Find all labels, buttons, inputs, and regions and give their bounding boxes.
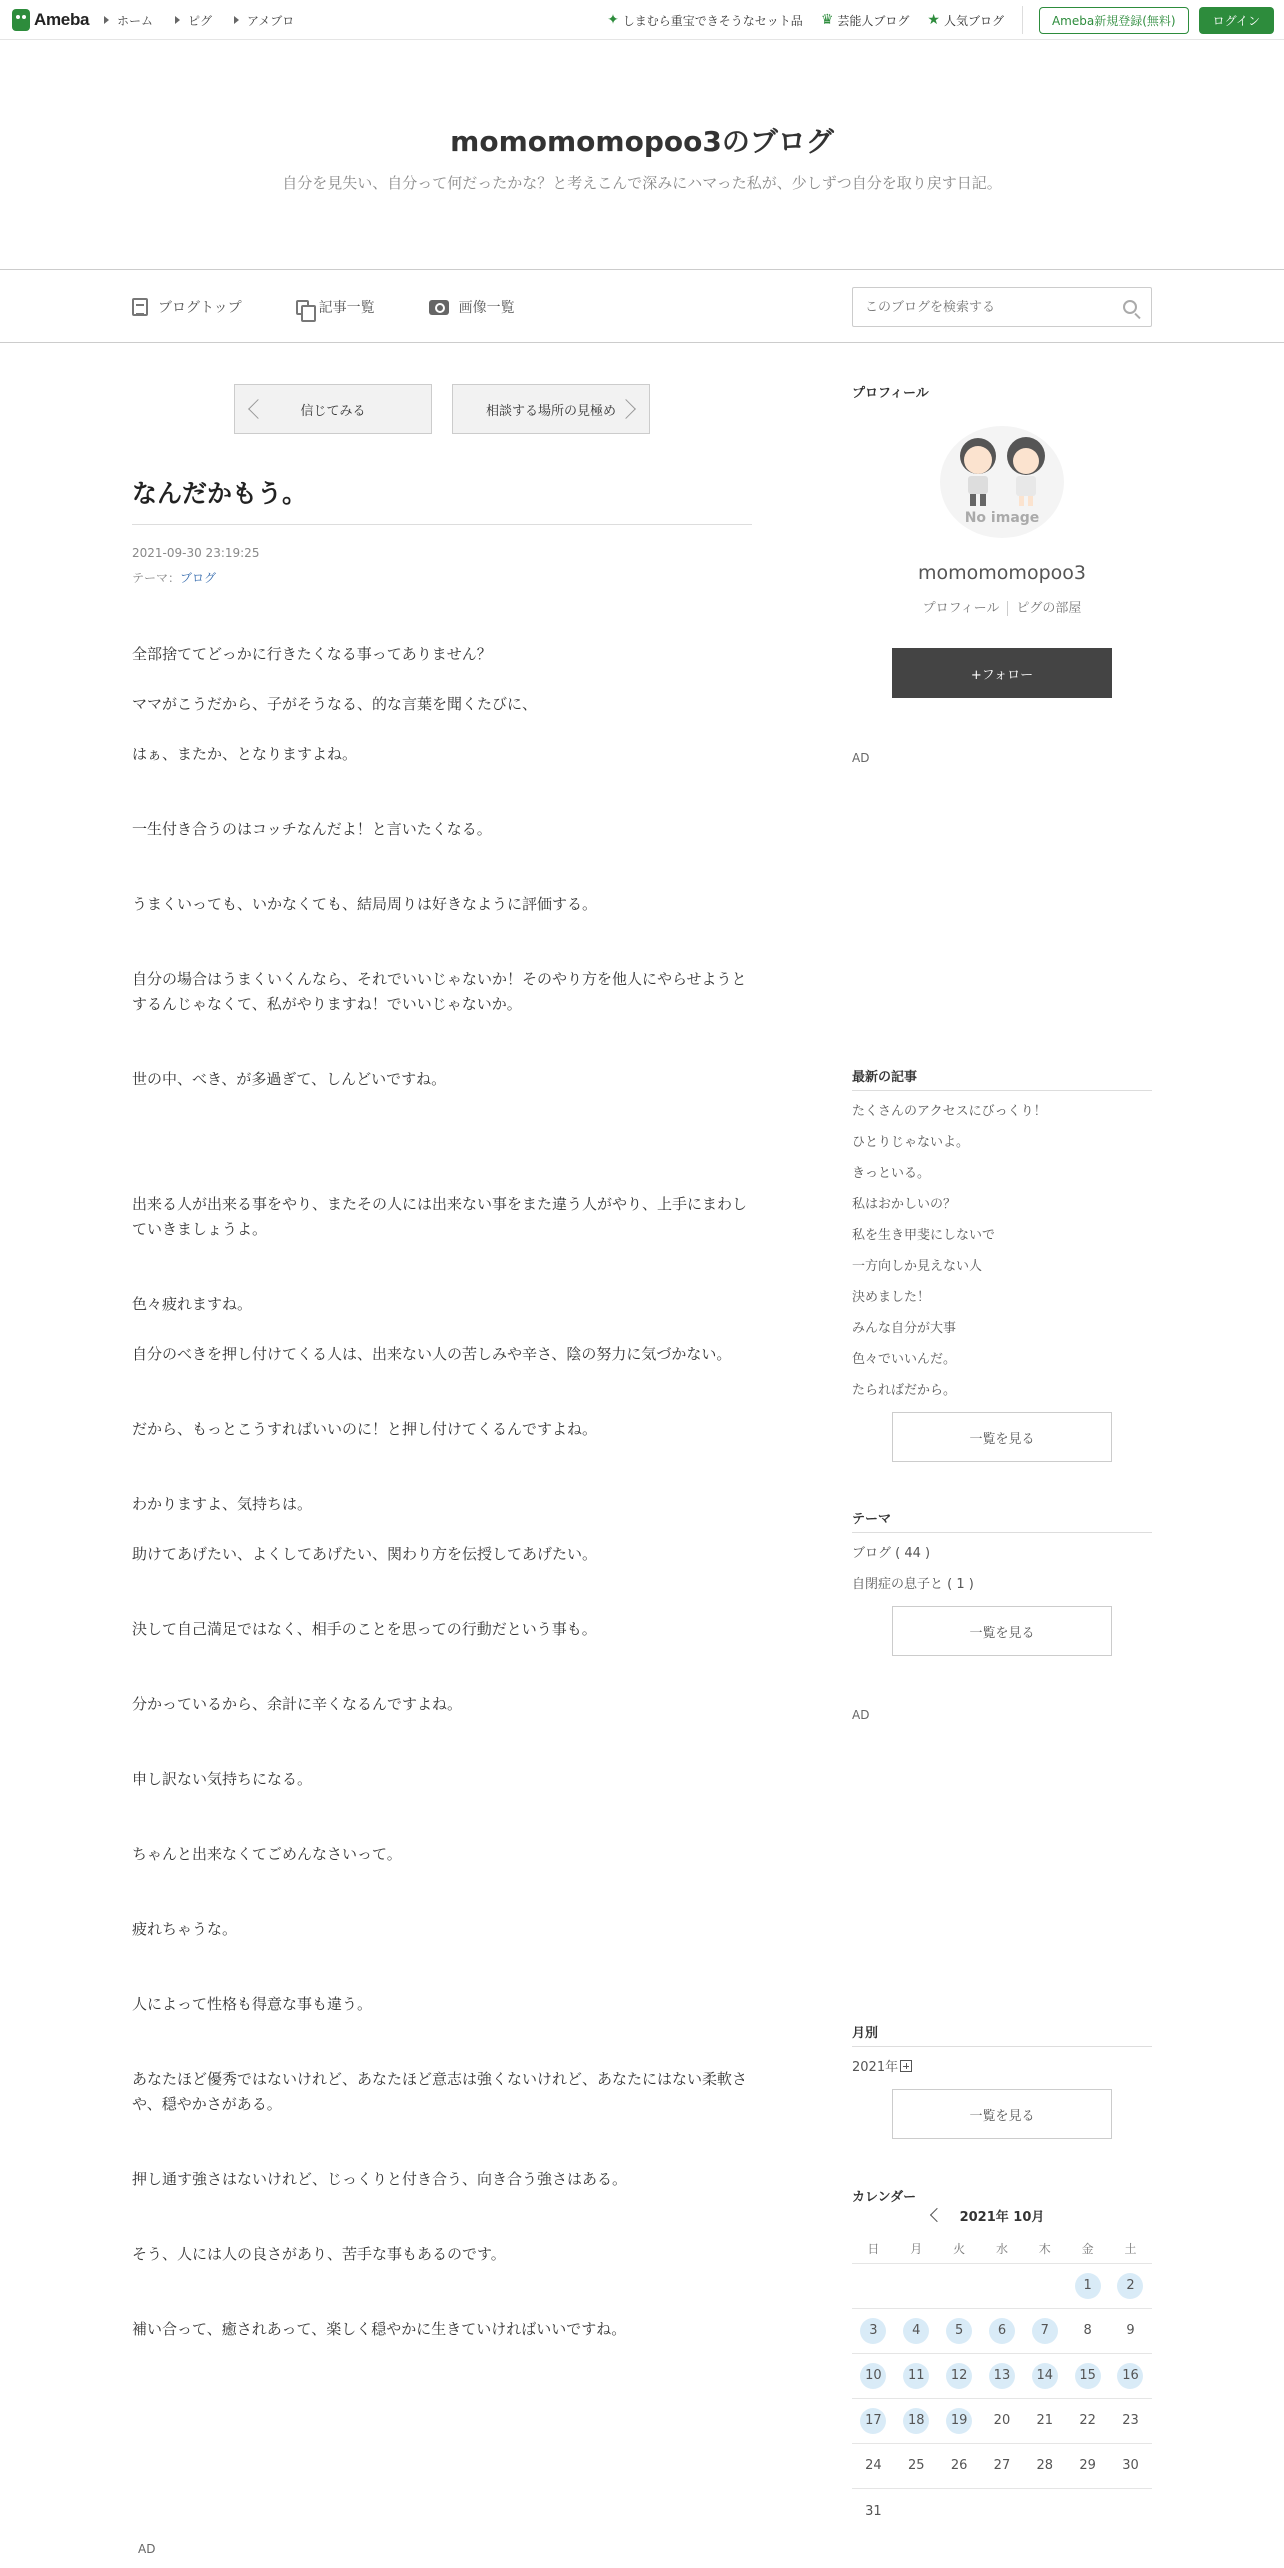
entry-paragraph: 自分の場合はうまくいくんなら、それでいいじゃないか！そのやり方を他人にやらせようとするんじゃなくて、私がやりますね！でいいじゃないか。	[132, 970, 747, 1013]
entry-paragraph: 出来る人が出来る事をやり、またその人には出来ない事をまた違う人がやり、上手にまわしていきましょうよ。	[132, 1195, 748, 1238]
recent-heading: 最新の記事	[852, 1070, 918, 1085]
calendar-day: 25	[907, 2458, 925, 2473]
ad-label: AD	[138, 2542, 156, 2556]
entry-paragraph: わかりますよ、気持ちは。	[132, 1495, 313, 1513]
divider	[1022, 6, 1023, 34]
calendar-day: 29	[1079, 2458, 1096, 2473]
entry-pager	[234, 384, 650, 434]
chevron-left-icon	[248, 399, 268, 419]
prev-entry-label: 信じてみる	[300, 403, 366, 419]
calendar-cell	[1023, 2408, 1066, 2434]
promo-link[interactable]	[607, 12, 803, 29]
calendar-day[interactable]: 14	[1032, 2363, 1058, 2389]
profile-link[interactable]: プロフィール	[922, 601, 1000, 616]
calendar-day[interactable]: 1	[1075, 2273, 1101, 2299]
calendar-day: 20	[993, 2413, 1011, 2428]
copy-icon	[296, 300, 309, 315]
calendar-cell	[852, 2408, 895, 2434]
calendar-week-row	[852, 2264, 1152, 2309]
calendar-day: 28	[1036, 2458, 1054, 2473]
ameba-logo-text: Ameba	[34, 10, 90, 29]
prev-entry-button[interactable]	[234, 384, 432, 434]
calendar-cell	[852, 2318, 895, 2344]
calendar-cell	[852, 2453, 895, 2479]
divider	[852, 1090, 1152, 1091]
nav-image-list[interactable]	[429, 297, 515, 317]
calendar-day[interactable]: 12	[946, 2363, 972, 2389]
celebrity-blog-link[interactable]	[821, 12, 910, 29]
calendar-cell	[895, 2408, 938, 2434]
calendar-day: 26	[950, 2458, 968, 2473]
calendar-cell	[938, 2363, 981, 2389]
global-nav	[104, 0, 294, 40]
calendar-day[interactable]: 10	[860, 2363, 886, 2389]
recent-entry-link[interactable]: たらればだから。	[852, 1383, 957, 1398]
entry-paragraph: 助けてあげたい、よくしてあげたい、関わり方を伝授してあげたい。	[132, 1545, 598, 1563]
recent-entry-link[interactable]: たくさんのアクセスにびっくり！	[852, 1104, 1047, 1119]
calendar-cell	[938, 2318, 981, 2344]
calendar-cell	[895, 2318, 938, 2344]
recent-entry-link[interactable]: ひとりじゃないよ。	[852, 1135, 970, 1150]
calendar-cell	[895, 2363, 938, 2389]
chevron-right-icon	[616, 399, 636, 419]
expand-icon	[900, 2060, 912, 2072]
monthly-more-button[interactable]: 一覧を見る	[892, 2089, 1112, 2139]
ameba-logo[interactable]	[12, 8, 89, 32]
entry-paragraph: 補い合って、癒されあって、楽しく穏やかに生きていければいいですね。	[132, 2320, 627, 2338]
theme-link[interactable]: ブログ ( 44 )	[852, 1546, 931, 1561]
entry-paragraph: そう、人には人の良さがあり、苦手な事もあるのです。	[132, 2245, 506, 2263]
calendar-cell	[1109, 2408, 1152, 2434]
global-header	[0, 0, 1284, 40]
calendar-cell	[1066, 2318, 1109, 2344]
calendar-month: 2021年 10月	[959, 2210, 1045, 2225]
calendar-day: 21	[1036, 2413, 1054, 2428]
blog-header	[0, 40, 1284, 270]
entry-paragraph: 色々疲れますね。	[132, 1295, 253, 1313]
blog-search	[852, 287, 1152, 327]
ameba-logo-icon	[12, 9, 30, 31]
blog-description: 自分を見失い、自分って何だったかな？と考えこんで深みにハマった私が、少しずつ自分を取り戻す日記。	[282, 174, 1002, 192]
calendar-cell	[981, 2408, 1024, 2434]
calendar-day[interactable]: 17	[860, 2408, 886, 2434]
divider	[852, 1532, 1152, 1533]
theme-heading: テーマ	[852, 1512, 892, 1527]
calendar-week-row	[852, 2309, 1152, 2354]
calendar-cell	[852, 2499, 895, 2525]
entry-paragraph: 一生付き合うのはコッチなんだよ！と言いたくなる。	[132, 820, 492, 838]
calendar-cell	[895, 2453, 938, 2479]
next-entry-button[interactable]	[452, 384, 650, 434]
celebrity-blog-label: 芸能人ブログ	[837, 13, 910, 28]
calendar-cell	[1109, 2273, 1152, 2299]
ad-label: AD	[852, 1708, 870, 1722]
calendar-week-row	[852, 2354, 1152, 2399]
calendar-day[interactable]: 7	[1032, 2318, 1058, 2344]
entry-paragraph: ちゃんと出来なくてごめんなさいって。	[132, 1845, 402, 1863]
calendar-day: 8	[1083, 2323, 1092, 2338]
calendar-cell	[938, 2408, 981, 2434]
nav-blog-top-label: ブログトップ	[158, 300, 242, 316]
login-button[interactable]: ログイン	[1199, 7, 1274, 34]
camera-icon	[429, 300, 449, 315]
search-input[interactable]	[853, 288, 1103, 326]
calendar-day[interactable]: 2	[1117, 2273, 1143, 2299]
calendar-weekday: 金	[1081, 2242, 1094, 2256]
calendar-day: 23	[1122, 2413, 1139, 2428]
entry-paragraph: 人によって性格も得意な事も違う。	[132, 1995, 373, 2013]
entry-paragraph: だから、もっとこうすればいいのに！と押し付けてくるんですよね。	[132, 1420, 598, 1438]
ad-label: AD	[852, 751, 870, 765]
entry-paragraph: 押し通す強さはないけれど、じっくりと付き合う、向き合う強さはある。	[132, 2170, 628, 2188]
profile-heading: プロフィール	[852, 386, 929, 401]
theme-more-button[interactable]: 一覧を見る	[892, 1606, 1112, 1656]
calendar-cell	[1023, 2318, 1066, 2344]
entry-theme	[132, 569, 216, 586]
calendar-day: 9	[1126, 2323, 1135, 2338]
global-right-links	[607, 0, 1274, 40]
avatar[interactable]	[940, 426, 1064, 538]
divider	[132, 524, 752, 525]
entry-paragraph: 分かっているから、余計に辛くなるんですよね。	[132, 1695, 463, 1713]
crown-icon: ♛	[820, 12, 834, 28]
sparkle-icon: ✦	[607, 12, 619, 28]
nav-image-list-label: 画像一覧	[458, 300, 515, 316]
calendar-cell	[1066, 2453, 1109, 2479]
entry-date: 2021-09-30 23:19:25	[132, 546, 260, 560]
entry-paragraph: 世の中、べき、が多過ぎて、しんどいですね。	[132, 1070, 447, 1088]
divider	[852, 2046, 1152, 2047]
entry-theme-prefix: テーマ：	[132, 571, 181, 585]
calendar-weekday-row	[852, 2234, 1152, 2264]
calendar-cell	[1023, 2363, 1066, 2389]
calendar-day[interactable]: 13	[989, 2363, 1015, 2389]
monthly-year-toggle[interactable]	[852, 2056, 912, 2075]
nav-ameblo[interactable]: アメブロ	[234, 12, 294, 29]
nav-blog-top[interactable]	[132, 297, 242, 317]
nav-entry-list-label: 記事一覧	[318, 300, 375, 316]
calendar-day[interactable]: 6	[989, 2318, 1015, 2344]
calendar-cell	[981, 2453, 1024, 2479]
calendar-day[interactable]: 18	[903, 2408, 929, 2434]
entry-paragraph: 申し訳ない気持ちになる。	[132, 1770, 313, 1788]
calendar-cell	[1023, 2453, 1066, 2479]
calendar-day: 31	[865, 2503, 882, 2519]
calendar-day[interactable]: 3	[860, 2318, 886, 2344]
calendar-cell	[1109, 2318, 1152, 2344]
calendar-day[interactable]: 19	[946, 2408, 972, 2434]
calendar-day[interactable]: 5	[946, 2318, 972, 2344]
profile-links	[852, 597, 1152, 616]
entry-theme-link[interactable]: ブログ	[180, 571, 217, 585]
calendar-week-row	[852, 2489, 1152, 2534]
document-icon	[132, 298, 148, 316]
recent-more-button[interactable]: 一覧を見る	[892, 1412, 1112, 1462]
calendar-weekday: 火	[953, 2242, 966, 2256]
calendar-cell	[1066, 2363, 1109, 2389]
calendar-heading: カレンダー	[852, 2190, 917, 2205]
entry-paragraph: ママがこうだから、子がそうなる、的な言葉を聞くたびに、	[132, 695, 538, 713]
calendar-weekday: 月	[910, 2242, 923, 2256]
calendar-cell	[1066, 2408, 1109, 2434]
calendar-day[interactable]: 16	[1117, 2363, 1143, 2389]
calendar-weekday: 日	[867, 2242, 880, 2256]
recent-entry-link[interactable]: 私を生き甲斐にしないで	[852, 1228, 996, 1243]
calendar-weekday: 水	[995, 2242, 1008, 2256]
monthly-year-label: 2021年	[852, 2060, 899, 2075]
avatar-text: No image	[964, 510, 1040, 526]
search-icon[interactable]	[1123, 300, 1137, 314]
nav-pigg[interactable]: ピグ	[175, 12, 212, 29]
blog-title[interactable]: momomomopoo3のブログ	[450, 125, 834, 158]
calendar-weekday: 木	[1038, 2242, 1051, 2256]
calendar-day: 30	[1122, 2458, 1139, 2473]
popular-blog-label: 人気ブログ	[943, 13, 1004, 28]
entry-paragraph: 決して自己満足ではなく、相手のことを思っての行動だという事も。	[132, 1620, 597, 1638]
entry-paragraph: 全部捨ててどっかに行きたくなる事ってありません？	[132, 645, 492, 663]
calendar-cell	[1066, 2273, 1109, 2299]
calendar-day: 27	[993, 2458, 1011, 2473]
entry-paragraph: 疲れちゃうな。	[132, 1920, 238, 1938]
calendar-cell	[981, 2363, 1024, 2389]
calendar-weekday: 土	[1124, 2242, 1137, 2256]
calendar-cell	[1109, 2453, 1152, 2479]
nav-home[interactable]: ホーム	[104, 12, 153, 29]
calendar-day[interactable]: 4	[903, 2318, 929, 2344]
monthly-heading: 月別	[852, 2026, 879, 2041]
profile-name[interactable]: momomomopoo3	[918, 562, 1086, 584]
entry-paragraph: 自分のべきを押し付けてくる人は、出来ない人の苦しみや辛さ、陰の努力に気づかない。	[132, 1345, 732, 1363]
follow-button[interactable]: +フォロー	[892, 648, 1112, 698]
calendar-day[interactable]: 11	[903, 2363, 929, 2389]
entry-title[interactable]: なんだかもう。	[132, 479, 308, 508]
calendar-day: 22	[1079, 2413, 1096, 2428]
popular-blog-link[interactable]	[927, 12, 1004, 29]
recent-entry-link[interactable]: みんな自分が大事	[852, 1321, 957, 1336]
entry-paragraph: あなたほど優秀ではないけれど、あなたほど意志は強くないけれど、あなたにはない柔軟さや、穏やかさがある。	[132, 2070, 748, 2113]
calendar-cell	[981, 2318, 1024, 2344]
blog-nav	[0, 271, 1284, 343]
calendar-grid	[852, 2234, 1152, 2534]
register-button[interactable]: Ameba新規登録(無料)	[1039, 7, 1189, 34]
pigg-room-link[interactable]: ピグの部屋	[1016, 601, 1082, 616]
promo-link-label: しまむら重宝できそうなセット品	[622, 13, 803, 28]
nav-entry-list[interactable]	[296, 297, 375, 317]
calendar-cell	[938, 2453, 981, 2479]
recent-entry-link[interactable]: 決めました！	[852, 1290, 931, 1305]
recent-entry-link[interactable]: 色々でいいんだ。	[852, 1352, 957, 1367]
next-entry-label: 相談する場所の見極め	[485, 403, 616, 419]
recent-entry-link[interactable]: きっといる。	[852, 1166, 931, 1181]
recent-entry-link[interactable]: 私はおかしいの？	[852, 1197, 957, 1212]
entry-paragraph: うまくいっても、いかなくても、結局周りは好きなように評価する。	[132, 895, 598, 913]
calendar-day[interactable]: 15	[1075, 2363, 1101, 2389]
calendar-cell	[852, 2363, 895, 2389]
star-icon: ★	[927, 12, 940, 28]
entry-paragraph: はぁ、またか、となりますよね。	[132, 745, 358, 763]
calendar-week-row	[852, 2399, 1152, 2444]
recent-entry-link[interactable]: 一方向しか見えない人	[852, 1259, 983, 1274]
calendar-cell	[1109, 2363, 1152, 2389]
theme-link[interactable]: 自閉症の息子と ( 1 )	[852, 1577, 974, 1592]
calendar-day: 24	[865, 2458, 882, 2473]
calendar-week-row	[852, 2444, 1152, 2489]
